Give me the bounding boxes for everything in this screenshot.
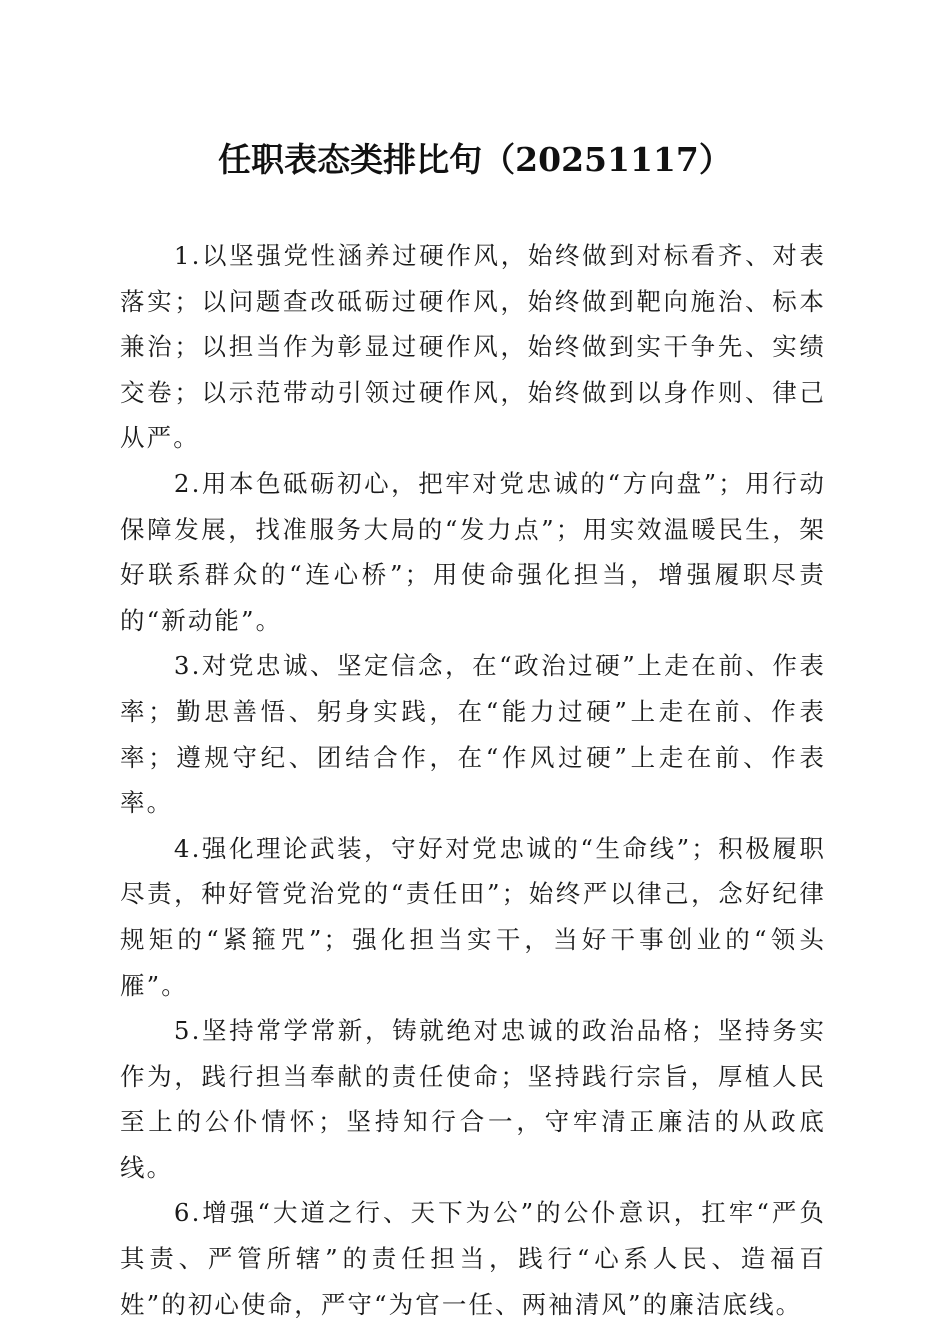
document-title: 任职表态类排比句（20251117） xyxy=(218,140,732,179)
paragraph-5: 5.坚持常学常新，铸就绝对忠诚的政治品格；坚持务实作为，践行担当奉献的责任使命；坚持践行宗旨，厚植人民至上的公仆情怀；坚持知行合一，守牢清正廉洁的从政底线。 xyxy=(120,1016,826,1182)
paragraph-4: 4.强化理论武装，守好对党忠诚的“生命线”；积极履职尽责，种好管党治党的“责任田”；始终严以律己，念好纪律规矩的“紧箍咒”；强化担当实干，当好干事创业的“领头雁”。 xyxy=(120,833,826,1000)
paragraph-2: 2.用本色砥砺初心，把牢对党忠诚的“方向盘”；用行动保障发展，找准服务大局的“发力点”；用实效温暖民生，架好联系群众的“连心桥”；用使命强化担当，增强履职尽责的“新动能”。 xyxy=(120,468,826,635)
document-body xyxy=(120,233,826,1327)
paragraph-1: 1.以坚强党性涵养过硬作风，始终做到对标看齐、对表落实；以问题查改砥砺过硬作风，始终做到靶向施治、标本兼治；以担当作为彰显过硬作风，始终做到实干争先、实绩交卷；以示范带动引领过硬作风，始终做到以身作则、律己从严。 xyxy=(120,241,826,453)
paragraph-6: 6.增强“大道之行、天下为公”的公仆意识，扛牢“严负其责、严管所辖”的责任担当，践行“心系人民、造福百姓”的初心使命，严守“为官一任、两袖清风”的廉洁底线。 xyxy=(120,1198,826,1319)
paragraph-3: 3.对党忠诚、坚定信念，在“政治过硬”上走在前、作表率；勤思善悟、躬身实践，在“能力过硬”上走在前、作表率；遵规守纪、团结合作，在“作风过硬”上走在前、作表率。 xyxy=(120,651,826,818)
